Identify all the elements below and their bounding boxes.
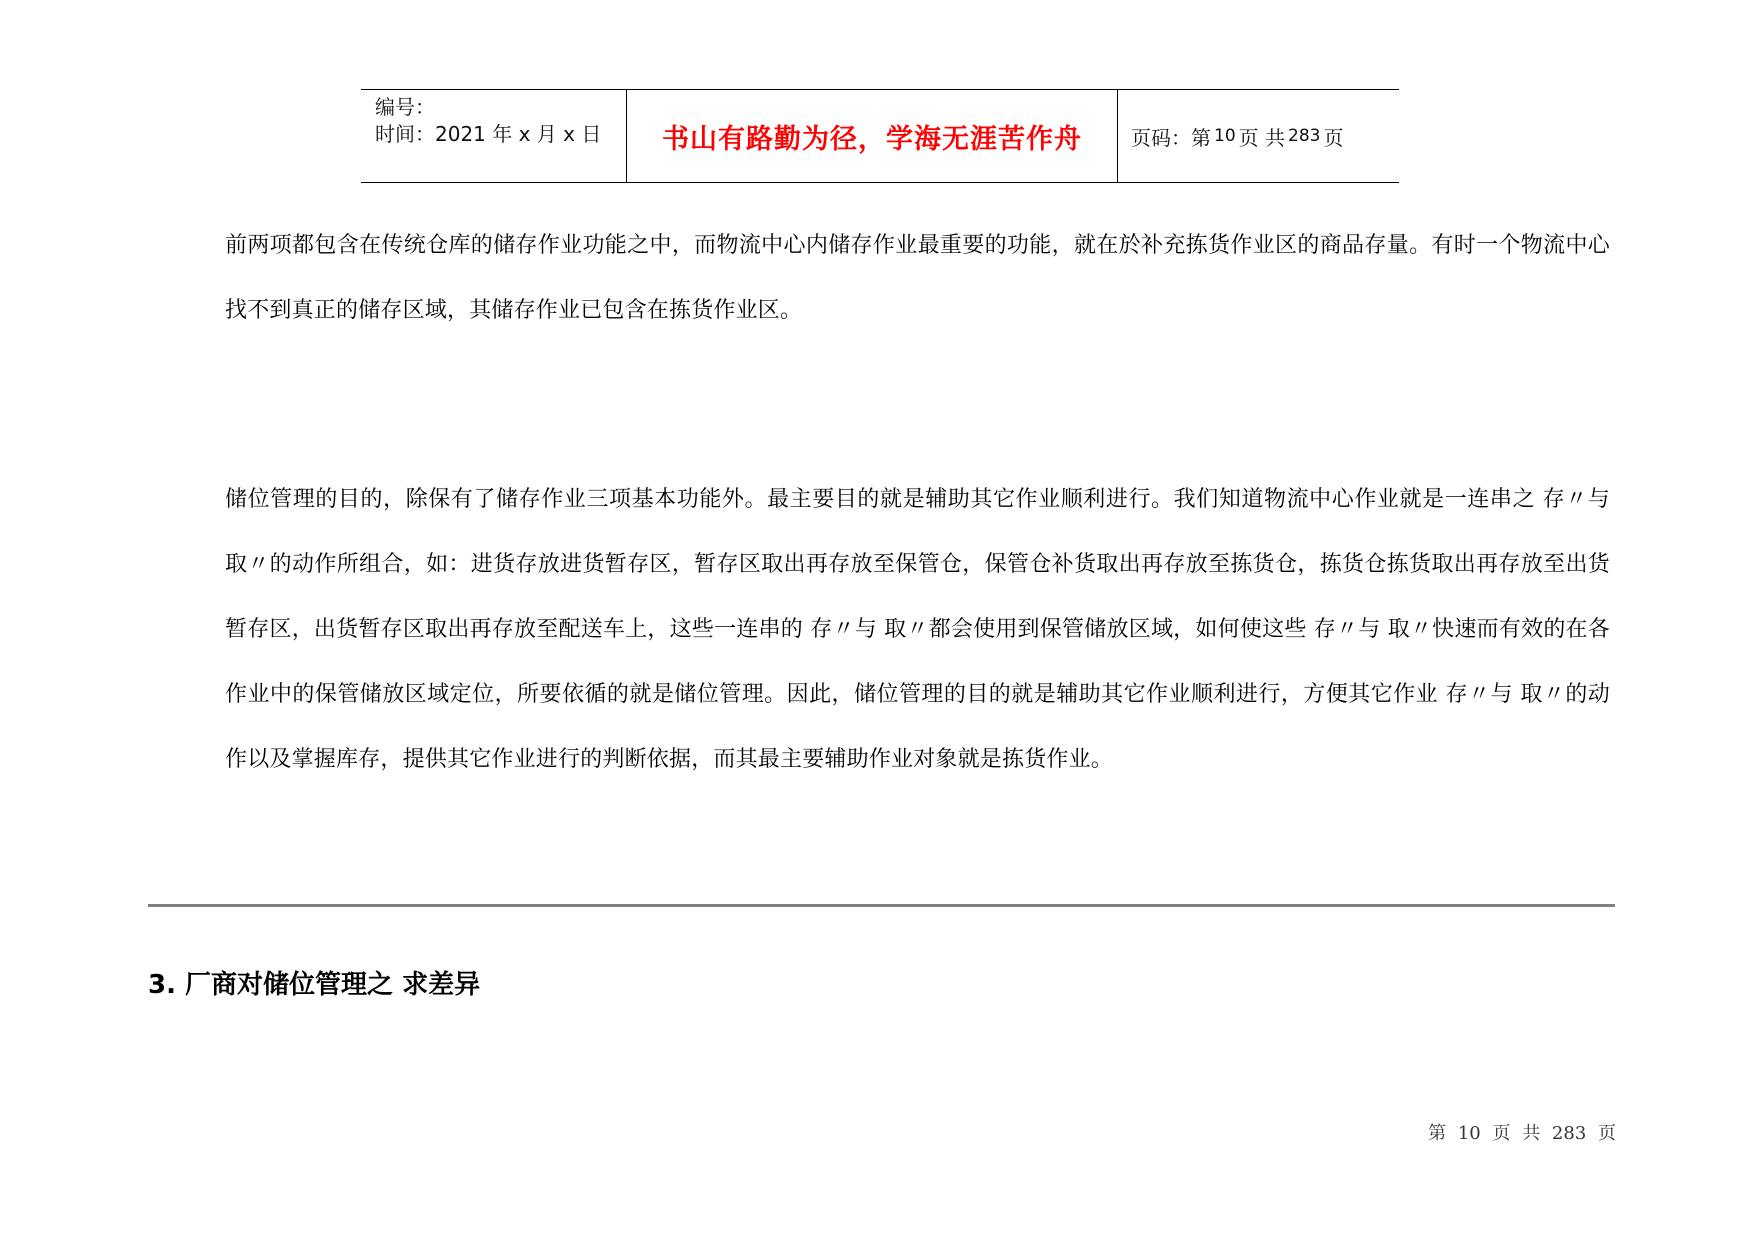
page-suffix: 页: [1323, 125, 1344, 150]
page-footer: 第 10 页 共 283 页: [1428, 1123, 1616, 1144]
header-page-number: [1118, 90, 1399, 182]
page-total: 283: [1288, 126, 1321, 146]
paragraph-storage-location-purpose: 储位管理的目的，除保有了储存作业三项基本功能外。最主要目的就是辅助其它作业顺利进行。我们知道物流中心作业就是一连串之 存〃与 取〃的动作所组合，如：进货存放进货暂存区，暂存区取出再存放至保管仓，保管仓补货取出再存放至拣货仓，拣货仓拣货取出再存放至出货暂存区，出货暂存区取出再存放至配送车上，这些一连串的 存〃与 取〃都会使用到保管储放区域，如何使这些 存〃与 取〃快速而有效的在各作业中的保管储放区域定位，所要依循的就是储位管理。因此，储位管理的目的就是辅助其它作业顺利进行，方便其它作业 存〃与 取〃的动作以及掌握库存，提供其它作业进行的判断依据，而其最主要辅助作业对象就是拣货作业。: [225, 487, 1610, 772]
header-motto: 书山有路勤为径，学海无涯苦作舟: [627, 90, 1118, 182]
page-current: 10: [1214, 126, 1236, 146]
page-mid: 页 共: [1238, 125, 1285, 150]
document-code-label: 编号：: [375, 95, 435, 119]
page-prefix: 页码：第: [1131, 125, 1211, 150]
page-header: [361, 89, 1399, 183]
section-divider: [148, 904, 1615, 907]
document-date: 时间：2021 年 x 月 x 日: [375, 122, 602, 146]
paragraph-storage-function: 前两项都包含在传统仓库的储存作业功能之中，而物流中心内储存作业最重要的功能，就在於补充拣货作业区的商品存量。有时一个物流中心找不到真正的储存区域，其储存作业已包含在拣货作业区。: [225, 233, 1610, 323]
section-heading: 3. 厂商对储位管理之 求差异: [148, 970, 481, 1000]
header-meta: [361, 90, 627, 182]
